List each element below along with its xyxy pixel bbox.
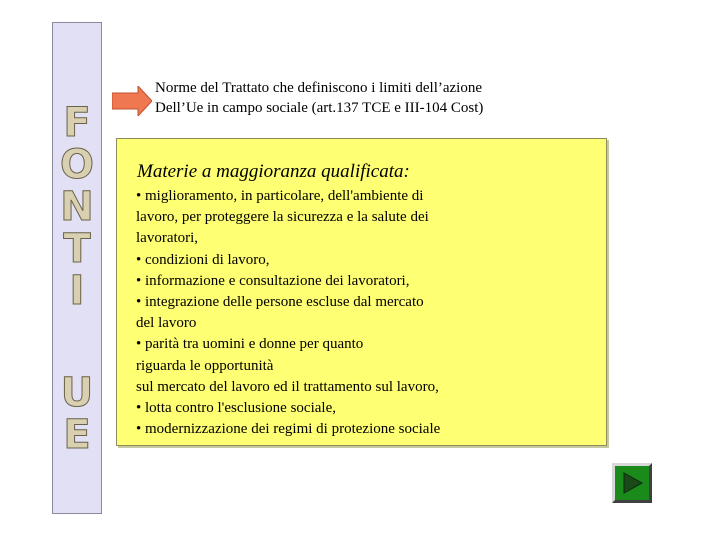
sidebar-letter: O bbox=[59, 142, 94, 188]
sidebar-letter: F bbox=[63, 100, 91, 146]
sidebar-letter: E bbox=[63, 412, 91, 458]
sidebar-letter: I bbox=[69, 268, 85, 314]
sidebar-letter: N bbox=[60, 184, 94, 230]
content-panel bbox=[116, 138, 607, 446]
panel-line: • modernizzazione dei regimi di protezione sociale bbox=[136, 421, 441, 438]
panel-line: lavoro, per proteggere la sicurezza e la salute dei bbox=[136, 209, 429, 226]
panel-line: del lavoro bbox=[136, 315, 197, 332]
panel-title: Materie a maggioranza qualificata: bbox=[137, 161, 410, 182]
panel-line: riguarda le opportunità bbox=[136, 357, 274, 374]
sidebar-banner bbox=[52, 22, 102, 514]
sidebar-letter: T bbox=[63, 226, 91, 272]
panel-line: • condizioni di lavoro, bbox=[136, 251, 270, 268]
panel-line: • lotta contro l'esclusione sociale, bbox=[136, 400, 336, 417]
panel-line: • informazione e consultazione dei lavoratori, bbox=[136, 272, 410, 289]
panel-body bbox=[136, 186, 606, 440]
next-slide-button[interactable] bbox=[612, 463, 652, 503]
sidebar-word-fonti bbox=[53, 100, 101, 314]
panel-line: • integrazione delle persone escluse dal mercato bbox=[136, 294, 424, 311]
header-line-2: Dell’Ue in campo sociale (art.137 TCE e III-104 Cost) bbox=[155, 100, 484, 116]
sidebar-letter: U bbox=[60, 370, 94, 416]
header-line-1: Norme del Trattato che definiscono i limiti dell’azione bbox=[155, 80, 483, 96]
right-arrow-icon bbox=[112, 86, 152, 121]
sidebar-word-ue bbox=[53, 370, 101, 458]
panel-line: lavoratori, bbox=[136, 230, 199, 247]
panel-line: • parità tra uomini e donne per quanto bbox=[136, 336, 364, 353]
panel-line: sul mercato del lavoro ed il trattamento sul lavoro, bbox=[136, 378, 439, 395]
play-next-icon bbox=[621, 472, 643, 494]
panel-line: • miglioramento, in particolare, dell'ambiente di bbox=[136, 188, 424, 204]
header-text bbox=[155, 78, 575, 118]
